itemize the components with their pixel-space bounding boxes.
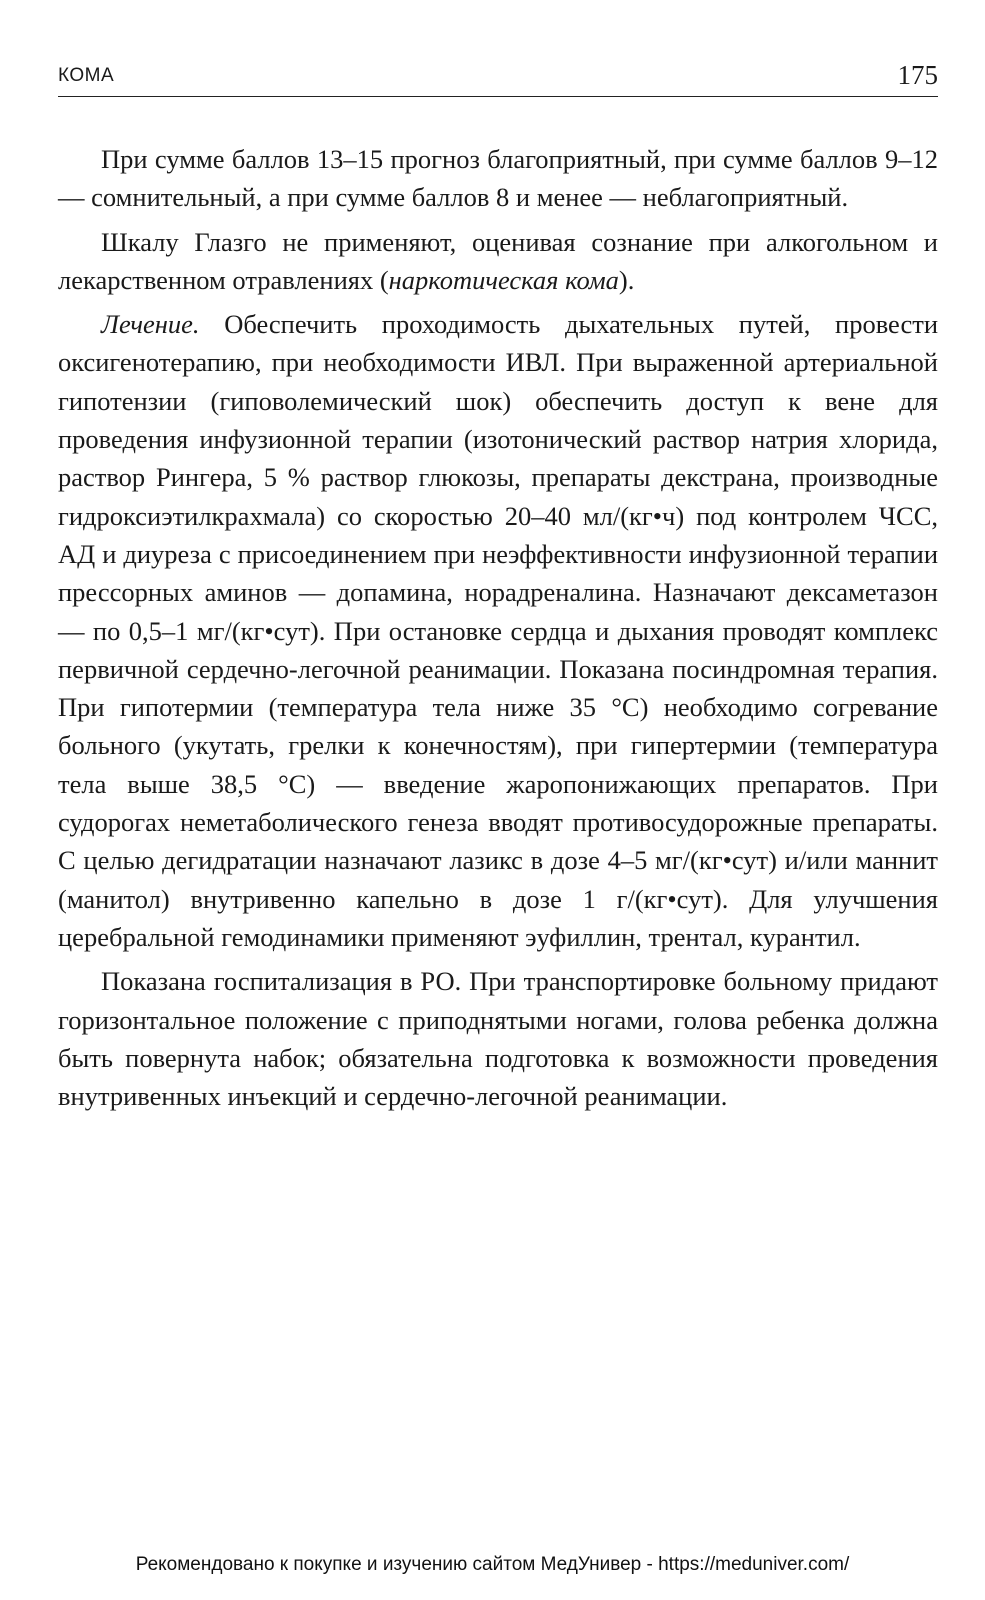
- paragraph-text: Шкалу Глазго не применяют, оценивая сознание при алкогольном и лекарственном отравлениях (: [58, 226, 938, 295]
- paragraph-treatment: [58, 305, 938, 956]
- italic-term: наркотическая кома: [388, 264, 619, 295]
- footer-recommendation: Рекомендовано к покупке и изучению сайтом МедУнивер - https://meduniver.com/: [135, 1554, 850, 1575]
- running-header: [58, 60, 938, 97]
- paragraph-glasgow-scale: [58, 223, 938, 300]
- paragraph-prognosis: При сумме баллов 13–15 прогноз благоприятный, при сумме баллов 9–12 — сомнительный, а при сумме баллов 8 и менее — неблагоприятный.: [58, 144, 938, 213]
- treatment-text: Обеспечить проходимость дыхательных путей, провести оксигенотерапию, при необходимости ИВЛ. При выраженной артериальной гипотензии (гиповолемический шок) обеспечить доступ к вене для проведения инфузионной терапии (изотонический раствор натрия хлорида, раствор Рингера, 5 % раствор глюкозы, препараты декстрана, производные гидроксиэтилкрахмала) со скоростью 20–40 мл/(кг•ч) под контролем ЧСС, АД и диуреза с присоединением при неэффективности инфузионной терапии прессорных аминов — допамина, норадреналина. Назначают дексаметазон — по 0,5–1 мг/(кг•сут). При остановке сердца и дыхания проводят комплекс первичной сердечно-легочной реанимации. Показана посиндромная терапия. При гипотермии (температура тела ниже 35 °С) необходимо согревание больного (укутать, грелки к конечностям), при гипертермии (температура тела выше 38,5 °С) — введение жаропонижающих препаратов. При судорогах неметаболического генеза вводят противосудорожные препараты. С целью дегидратации назначают лазикс в дозе 4–5 мг/(кг•сут) и/или маннит (манитол) внутривенно капельно в дозе 1 г/(кг•сут). Для улучшения церебральной гемодинамики применяют эуфиллин, трентал, курантил.: [58, 309, 938, 952]
- section-title: КОМА: [58, 65, 115, 86]
- paragraph-hospitalization: Показана госпитализация в РО. При транспортировке больному придают горизонтальное положение с приподнятыми ногами, голова ребенка должна быть повернута набок; обязательна подготовка к возможности проведения внутривенных инъекций и сердечно-легочной реанимации.: [58, 966, 938, 1112]
- paragraph-text: ).: [618, 264, 635, 295]
- page-number: 175: [897, 60, 938, 90]
- treatment-label: Лечение.: [101, 309, 200, 340]
- body-text: [58, 140, 938, 1115]
